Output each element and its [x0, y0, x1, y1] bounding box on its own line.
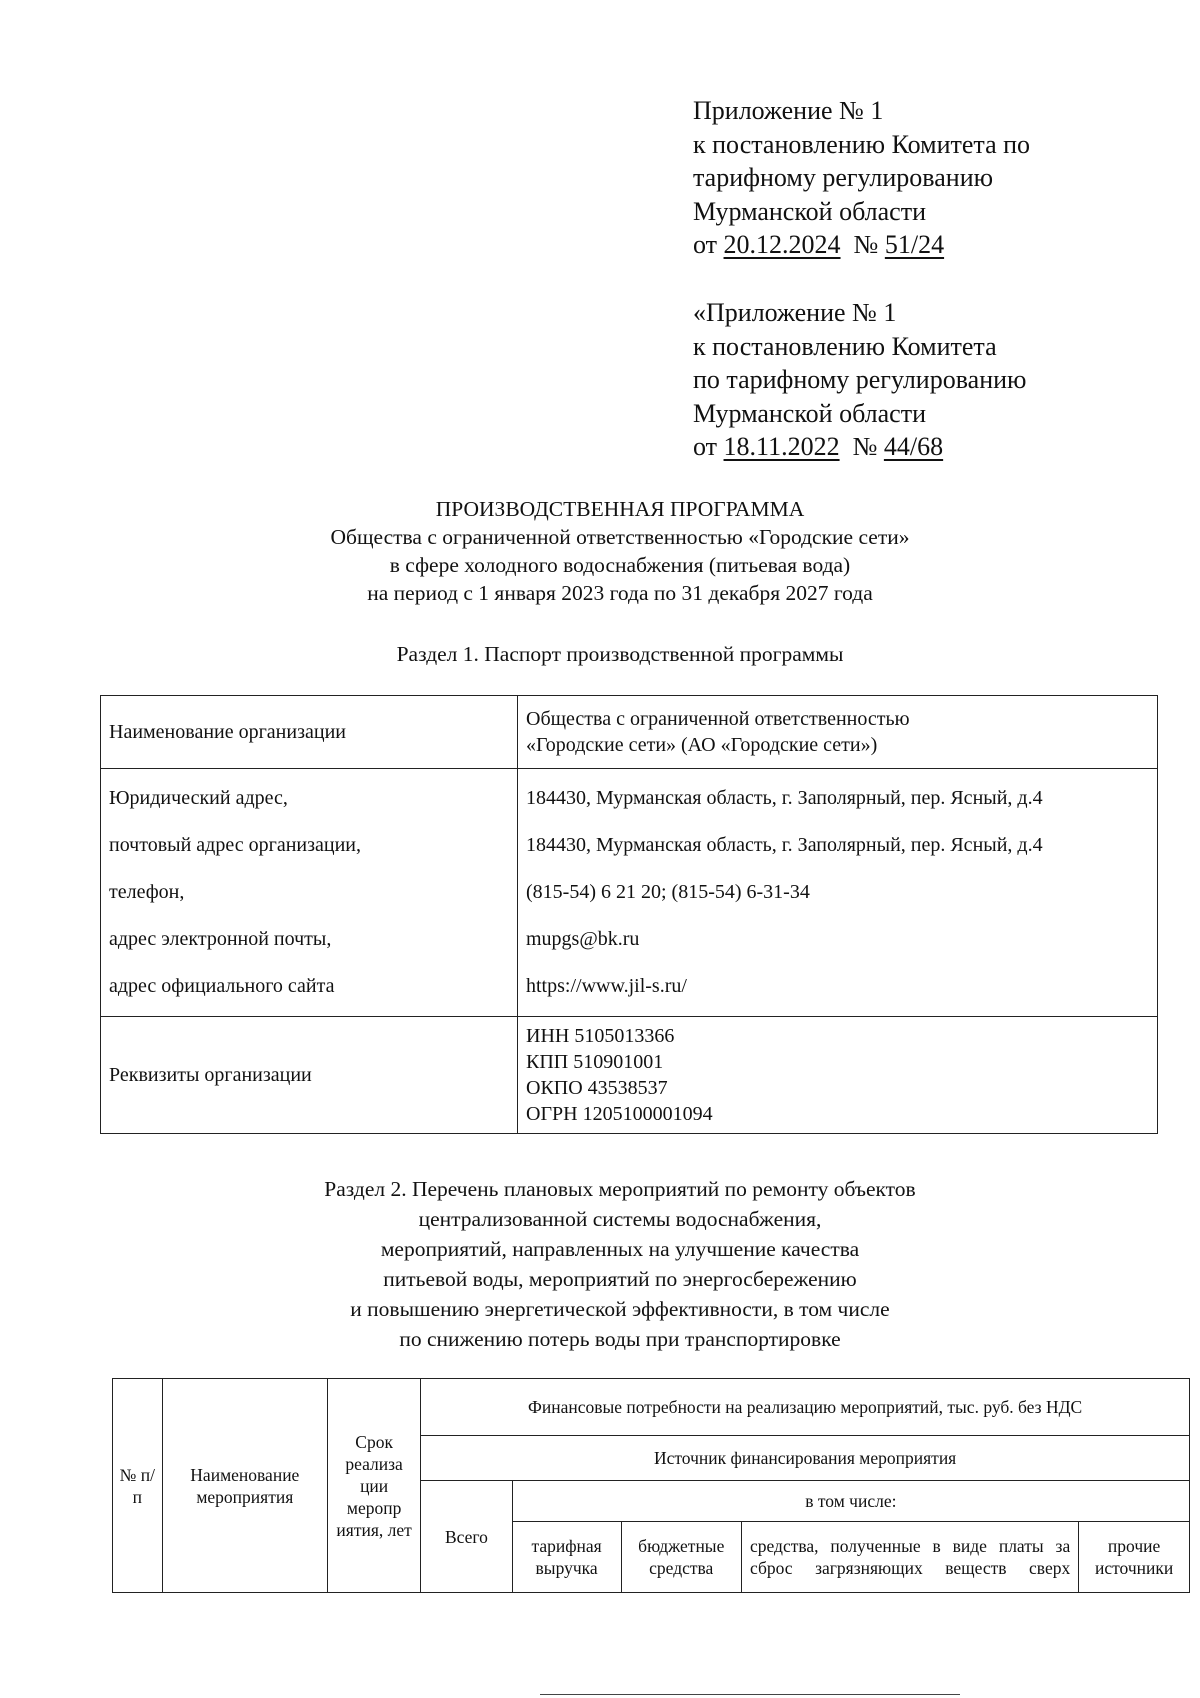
contact-label: адрес официального сайта [109, 975, 335, 997]
appendix-line: Мурманской области [693, 398, 926, 428]
heading-line: централизованной системы водоснабжения, [418, 1207, 822, 1231]
appendix-title: Приложение № 1 [693, 96, 884, 125]
passport-table [100, 695, 1158, 1134]
contacts-values [518, 769, 1158, 1017]
table-row [101, 1017, 1158, 1134]
title-line: Общества с ограниченной ответственностью «Городские сети» [330, 525, 910, 549]
heading-line: Раздел 2. Перечень плановых мероприятий по ремонту объектов [324, 1177, 916, 1201]
requisite-kpp: КПП 510901001 [526, 1051, 664, 1073]
section1-heading: Раздел 1. Паспорт производственной программы [396, 642, 844, 666]
email: mupgs@bk.ru [526, 928, 640, 950]
number-prefix: № [852, 432, 878, 461]
requisite-okpo: ОКПО 43538537 [526, 1077, 668, 1099]
contact-label: адрес электронной почты, [109, 928, 332, 950]
col-term: Срок реализа ции меропр иятия, лет [328, 1379, 421, 1593]
contacts-labels [101, 769, 518, 1017]
legal-address: 184430, Мурманская область, г. Заполярный, пер. Ясный, д.4 [526, 787, 1043, 809]
col-number: № п/п [113, 1379, 163, 1593]
table-row [101, 696, 1158, 769]
org-name-line: «Городские сети» (АО «Городские сети») [526, 734, 878, 756]
title-line: на период с 1 января 2023 года по 31 декабря 2027 года [367, 581, 873, 605]
measures-table [112, 1378, 1190, 1593]
date-prefix: от [693, 230, 718, 259]
col-budget-funds: бюджетные средства [621, 1522, 741, 1593]
col-funding-source: Источник финансирования мероприятия [421, 1436, 1190, 1481]
program-title [230, 495, 1010, 607]
appendix-line: Мурманской области [693, 196, 926, 226]
appendix-number: 44/68 [883, 432, 944, 461]
section2-heading [230, 1174, 1010, 1354]
heading-line: и повышению энергетической эффективности, в том числе [350, 1297, 890, 1321]
appendix-original-header [693, 296, 1153, 464]
appendix-current-header [693, 94, 1153, 262]
table-header-row [113, 1379, 1190, 1436]
org-name-label: Наименование организации [101, 696, 518, 769]
postal-address: 184430, Мурманская область, г. Заполярный, пер. Ясный, д.4 [526, 834, 1043, 856]
appendix-line: по тарифному регулированию [693, 365, 1027, 394]
col-other-sources: прочие источники [1079, 1522, 1190, 1593]
requisite-ogrn: ОГРН 1205100001094 [526, 1103, 713, 1125]
phone: (815-54) 6 21 20; (815-54) 6-31-34 [526, 881, 810, 903]
title-line: ПРОИЗВОДСТВЕННАЯ ПРОГРАММА [435, 497, 805, 521]
contact-label: телефон, [109, 881, 185, 903]
appendix-date-line [693, 430, 1153, 464]
requisite-inn: ИНН 5105013366 [526, 1025, 675, 1047]
col-including: в том числе: [512, 1481, 1189, 1522]
appendix-number: 51/24 [884, 230, 945, 259]
requisites-label: Реквизиты организации [101, 1017, 518, 1134]
org-name-line: Общества с ограниченной ответственностью [526, 708, 910, 730]
heading-line: питьевой воды, мероприятий по энергосбережению [383, 1267, 857, 1291]
heading-line: мероприятий, направленных на улучшение качества [380, 1237, 860, 1261]
page-bottom-rule [540, 1694, 960, 1695]
appendix-date: 18.11.2022 [723, 432, 840, 461]
col-total: Всего [421, 1481, 512, 1593]
appendix-date: 20.12.2024 [723, 230, 841, 259]
website: https://www.jil-s.ru/ [526, 975, 687, 997]
appendix-line: к постановлению Комитета [693, 331, 997, 361]
table-row [101, 769, 1158, 1017]
appendix-date-line [693, 228, 1153, 262]
number-prefix: № [853, 230, 879, 259]
heading-line: по снижению потерь воды при транспортировке [399, 1327, 841, 1351]
appendix-title: «Приложение № 1 [693, 298, 897, 327]
col-measure-name: Наименование мероприятия [162, 1379, 327, 1593]
org-name-value [518, 696, 1158, 769]
date-prefix: от [693, 432, 718, 461]
contact-label: Юридический адрес, [109, 787, 288, 809]
col-finance-needs: Финансовые потребности на реализацию мероприятий, тыс. руб. без НДС [421, 1379, 1190, 1436]
appendix-line: к постановлению Комитета по [693, 129, 1031, 159]
col-pollution-fees: средства, полученные в виде платы за сброс загрязняющих веществ сверх [741, 1522, 1078, 1593]
col-tariff-revenue: тарифная выручка [512, 1522, 621, 1593]
title-line: в сфере холодного водоснабжения (питьевая вода) [389, 553, 851, 577]
requisites-values [518, 1017, 1158, 1134]
appendix-line: тарифному регулированию [693, 163, 994, 192]
contact-label: почтовый адрес организации, [109, 834, 361, 856]
